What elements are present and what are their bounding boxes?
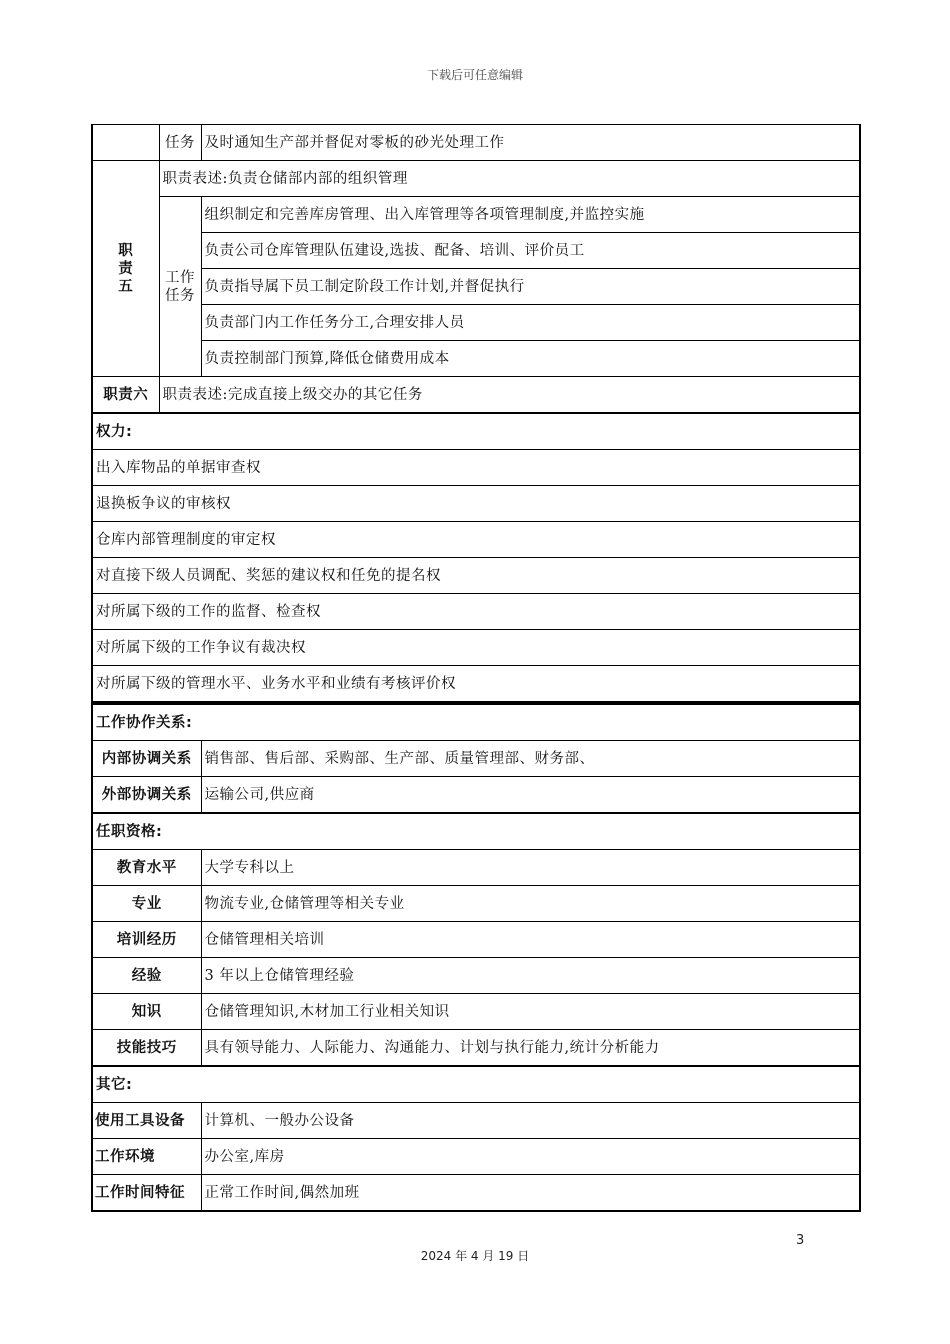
task-text: 及时通知生产部并督促对零板的砂光处理工作 (201, 125, 860, 161)
experience-label: 经验 (92, 958, 201, 994)
cooperation-row (92, 777, 860, 814)
authority-title: 权力: (92, 413, 860, 450)
knowledge-value: 仓储管理知识,木材加工行业相关知识 (201, 994, 860, 1030)
other-title: 其它: (92, 1066, 860, 1103)
cooperation-header-row (92, 704, 860, 741)
training-label: 培训经历 (92, 922, 201, 958)
work-hours-label: 工作时间特征 (92, 1175, 201, 1212)
skills-value: 具有领导能力、人际能力、沟通能力、计划与执行能力,统计分析能力 (201, 1030, 860, 1067)
empty-cell (92, 125, 159, 161)
authority-item: 对所属下级的工作的监督、检查权 (92, 594, 860, 630)
duty5-task: 负责公司仓库管理队伍建设,选拔、配备、培训、评价员工 (201, 233, 860, 269)
qualification-row (92, 958, 860, 994)
other-header-row (92, 1066, 860, 1103)
major-value: 物流专业,仓储管理等相关专业 (201, 886, 860, 922)
tools-label: 使用工具设备 (92, 1103, 201, 1139)
authority-item: 出入库物品的单据审查权 (92, 450, 860, 486)
qualifications-title: 任职资格: (92, 813, 860, 850)
duty5-statement-row (92, 161, 860, 197)
qualification-row (92, 850, 860, 886)
footer-date: 2024 年 4 月 19 日 (420, 1249, 530, 1263)
duty5-task: 负责指导属下员工制定阶段工作计划,并督促执行 (201, 269, 860, 305)
duty5-task-label: 工作 任务 (159, 197, 201, 377)
education-label: 教育水平 (92, 850, 201, 886)
header-note: 下载后可任意编辑 (426, 68, 523, 82)
qualification-row (92, 994, 860, 1030)
authority-item: 仓库内部管理制度的审定权 (92, 522, 860, 558)
external-relations-value: 运输公司,供应商 (201, 777, 860, 814)
relations-qualifications-table (91, 703, 861, 1212)
qualification-row (92, 886, 860, 922)
experience-value: 3 年以上仓储管理经验 (201, 958, 860, 994)
duty5-statement: 职责表述:负责仓储部内部的组织管理 (159, 161, 860, 197)
education-value: 大学专科以上 (201, 850, 860, 886)
duty6-statement: 职责表述:完成直接上级交办的其它任务 (159, 377, 860, 414)
task-row-continued (92, 125, 860, 161)
page-number: 3 (796, 1233, 805, 1248)
authority-item-row (92, 666, 860, 703)
authority-item-row (92, 630, 860, 666)
authority-item: 对所属下级的管理水平、业务水平和业绩有考核评价权 (92, 666, 860, 703)
duty5-task-row (92, 305, 860, 341)
environment-label: 工作环境 (92, 1139, 201, 1175)
duty5-task-row (92, 269, 860, 305)
internal-relations-value: 销售部、售后部、采购部、生产部、质量管理部、财务部、 (201, 741, 860, 777)
authority-item: 对所属下级的工作争议有裁决权 (92, 630, 860, 666)
duty5-task: 负责部门内工作任务分工,合理安排人员 (201, 305, 860, 341)
authority-item-row (92, 486, 860, 522)
duties-authority-table (91, 124, 861, 703)
authority-item: 对直接下级人员调配、奖惩的建议权和任免的提名权 (92, 558, 860, 594)
qualifications-header-row (92, 813, 860, 850)
environment-value: 办公室,库房 (201, 1139, 860, 1175)
other-row (92, 1175, 860, 1212)
task-label: 任务 (159, 125, 201, 161)
major-label: 专业 (92, 886, 201, 922)
duty5-task: 负责控制部门预算,降低仓储费用成本 (201, 341, 860, 377)
cooperation-row (92, 741, 860, 777)
duty5-task-row (92, 233, 860, 269)
duty5-label: 职 责 五 (92, 161, 159, 377)
other-row (92, 1103, 860, 1139)
cooperation-title: 工作协作关系: (92, 704, 860, 741)
qualification-row (92, 922, 860, 958)
authority-item-row (92, 594, 860, 630)
authority-item-row (92, 558, 860, 594)
authority-item: 退换板争议的审核权 (92, 486, 860, 522)
work-hours-value: 正常工作时间,偶然加班 (201, 1175, 860, 1212)
training-value: 仓储管理相关培训 (201, 922, 860, 958)
internal-relations-label: 内部协调关系 (92, 741, 201, 777)
duty6-row (92, 377, 860, 414)
job-description-table (91, 124, 859, 1212)
duty5-task: 组织制定和完善库房管理、出入库管理等各项管理制度,并监控实施 (201, 197, 860, 233)
authority-item-row (92, 450, 860, 486)
knowledge-label: 知识 (92, 994, 201, 1030)
authority-item-row (92, 522, 860, 558)
authority-header-row (92, 413, 860, 450)
duty6-label: 职责六 (92, 377, 159, 414)
other-row (92, 1139, 860, 1175)
tools-value: 计算机、一般办公设备 (201, 1103, 860, 1139)
qualification-row (92, 1030, 860, 1067)
skills-label: 技能技巧 (92, 1030, 201, 1067)
duty5-task-row (92, 341, 860, 377)
duty5-task-row (92, 197, 860, 233)
external-relations-label: 外部协调关系 (92, 777, 201, 814)
